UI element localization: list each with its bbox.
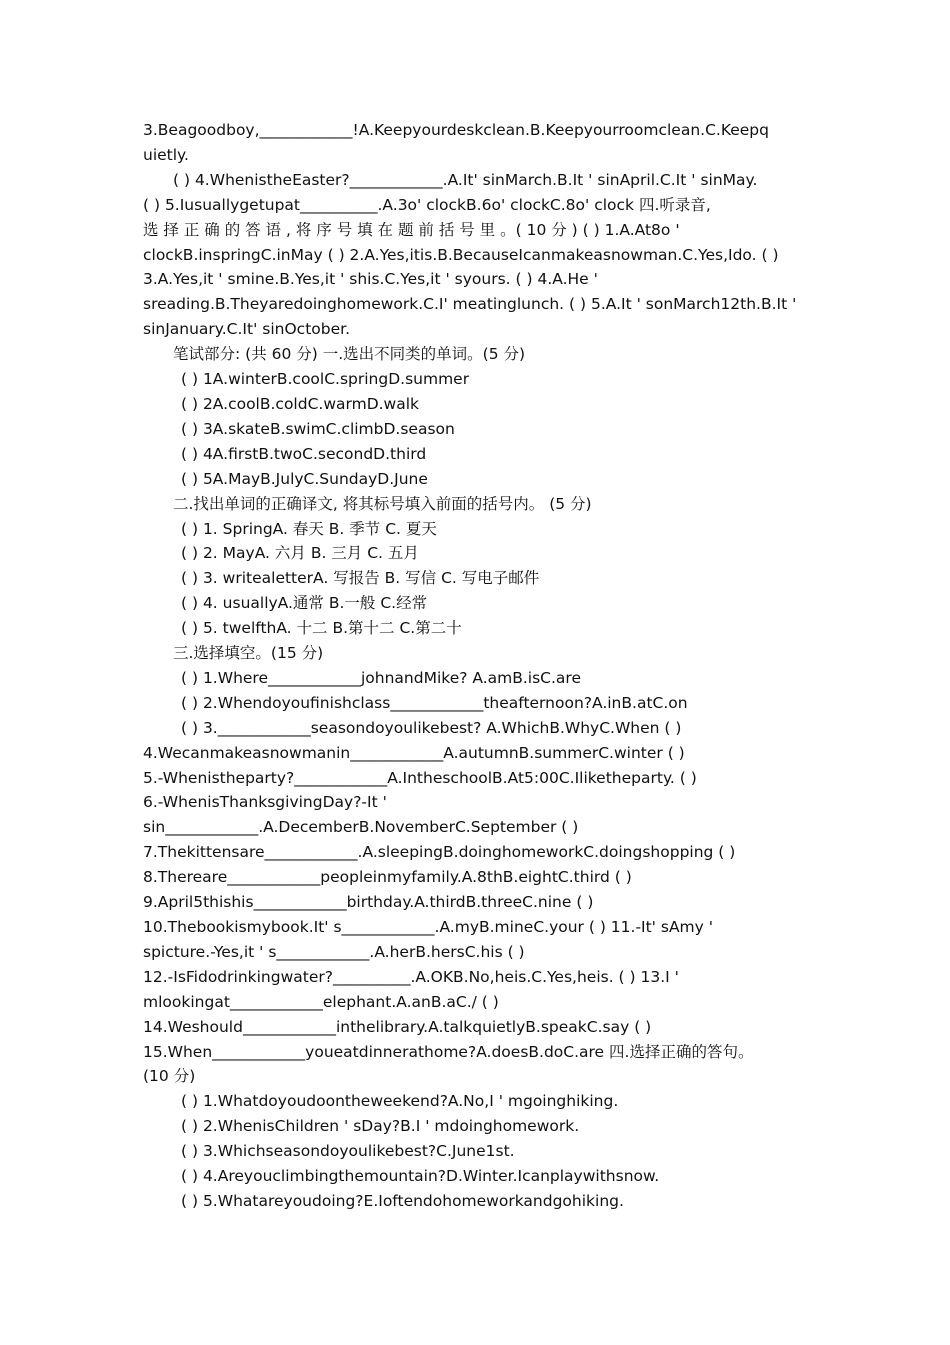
text-line: 3.Beagoodboy,____________!A.Keepyourdeskclean.B.Keepyourroomclean.C.Keepq <box>143 121 769 139</box>
question-item: ( ) 3.Whichseasondoyoulikebest?C.June1st. <box>181 1142 515 1161</box>
question-item: ( ) 3. writealetterA. 写报告 B. 写信 C. 写电子邮件 <box>181 569 540 588</box>
question-item: ( ) 2. MayA. 六月 B. 三月 C. 五月 <box>181 544 419 563</box>
question-item: 5.-Whenistheparty?____________A.IntheschoolB.At5:00C.Iliketheparty. ( ) <box>143 768 697 787</box>
question-item: ( ) 3A.skateB.swimC.climbD.season <box>181 419 455 438</box>
text-line: clockB.inspringC.inMay ( ) 2.A.Yes,itis.B.BecauseIcanmakeasnowman.C.Yes,Ido. ( ) <box>143 245 779 264</box>
section-heading: 三.选择填空。(15 分) <box>173 644 324 663</box>
question-item: ( ) 2.Whendoyoufinishclass____________theafternoon?A.inB.atC.on <box>181 693 688 712</box>
question-item: ( ) 5A.MayB.JulyC.SundayD.June <box>181 469 428 488</box>
text-line: 3.A.Yes,it ' smine.B.Yes,it ' shis.C.Yes,it ' syours. ( ) 4.A.He ' <box>143 270 598 289</box>
question-item: sin____________.A.DecemberB.NovemberC.September ( ) <box>143 818 579 837</box>
question-item: 6.-WhenisThanksgivingDay?-It ' <box>143 793 387 812</box>
section-heading: 笔试部分: (共 60 分) 一.选出不同类的单词。(5 分) <box>173 345 526 364</box>
text-line: ( ) 5.Iusuallygetupat__________.A.3o' clockB.6o' clockC.8o' clock 四.听录音, <box>143 195 711 214</box>
question-item: mlookingat____________elephant.A.anB.aC./ ( ) <box>143 992 499 1011</box>
section-heading: 二.找出单词的正确译文, 将其标号填入前面的括号内。 (5 分) <box>173 494 592 513</box>
document-body <box>143 118 808 1214</box>
question-item: 9.April5thishis____________birthday.A.thirdB.threeC.nine ( ) <box>143 893 594 912</box>
question-item: 15.When____________youeatdinnerathome?A.doesB.doC.are 四.选择正确的答句。 <box>143 1042 754 1061</box>
question-item: ( ) 1A.winterB.coolC.springD.summer <box>181 370 470 389</box>
question-item: ( ) 5.Whatareyoudoing?E.Ioftendohomeworkandgohiking. <box>181 1191 624 1210</box>
text-line: (10 分) <box>143 1067 196 1086</box>
question-item: spicture.-Yes,it ' s____________.A.herB.hersC.his ( ) <box>143 942 525 961</box>
question-item: ( ) 1. SpringA. 春天 B. 季节 C. 夏天 <box>181 519 437 538</box>
question-item: ( ) 4A.firstB.twoC.secondD.third <box>181 444 427 463</box>
text-line: 选 择 正 确 的 答 语 , 将 序 号 填 在 题 前 括 号 里 。( 10 分 ) ( ) 1.A.At8o ' <box>143 220 680 239</box>
question-item: ( ) 2A.coolB.coldC.warmD.walk <box>181 394 420 413</box>
text-line: sinJanuary.C.It' sinOctober. <box>143 320 351 339</box>
question-item: ( ) 4. usuallyA.通常 B.一般 C.经常 <box>181 594 428 613</box>
question-item: ( ) 1.Where____________johnandMike? A.amB.isC.are <box>181 668 581 687</box>
text-line: uietly. <box>143 145 189 164</box>
question-item: 4.Wecanmakeasnowmanin____________A.autumnB.summerC.winter ( ) <box>143 743 685 762</box>
question-item: ( ) 2.WhenisChildren ' sDay?B.I ' mdoinghomework. <box>181 1117 580 1136</box>
text-line: ( ) 4.WhenistheEaster?____________.A.It' sinMarch.B.It ' sinApril.C.It ' sinMay. <box>173 170 758 189</box>
question-item: 14.Weshould____________inthelibrary.A.talkquietlyB.speakC.say ( ) <box>143 1017 652 1036</box>
question-item: ( ) 3.____________seasondoyoulikebest? A.WhichB.WhyC.When ( ) <box>181 718 682 737</box>
question-item: 7.Thekittensare____________.A.sleepingB.doinghomeworkC.doingshopping ( ) <box>143 843 736 862</box>
question-item: 8.Thereare____________peopleinmyfamily.A.8thB.eightC.third ( ) <box>143 868 632 887</box>
question-item: ( ) 4.Areyouclimbingthemountain?D.Winter.Icanplaywithsnow. <box>181 1167 660 1186</box>
text-line: sreading.B.Theyaredoinghomework.C.I' meatinglunch. ( ) 5.A.It ' sonMarch12th.B.It ' <box>143 295 797 314</box>
question-item: 12.-IsFidodrinkingwater?__________.A.OKB.No,heis.C.Yes,heis. ( ) 13.I ' <box>143 967 679 986</box>
question-item: ( ) 5. twelfthA. 十二 B.第十二 C.第二十 <box>181 619 462 638</box>
question-item: 10.Thebookismybook.It' s____________.A.myB.mineC.your ( ) 11.-It' sAmy ' <box>143 918 714 936</box>
question-item: ( ) 1.Whatdoyoudoontheweekend?A.No,I ' mgoinghiking. <box>181 1092 619 1111</box>
